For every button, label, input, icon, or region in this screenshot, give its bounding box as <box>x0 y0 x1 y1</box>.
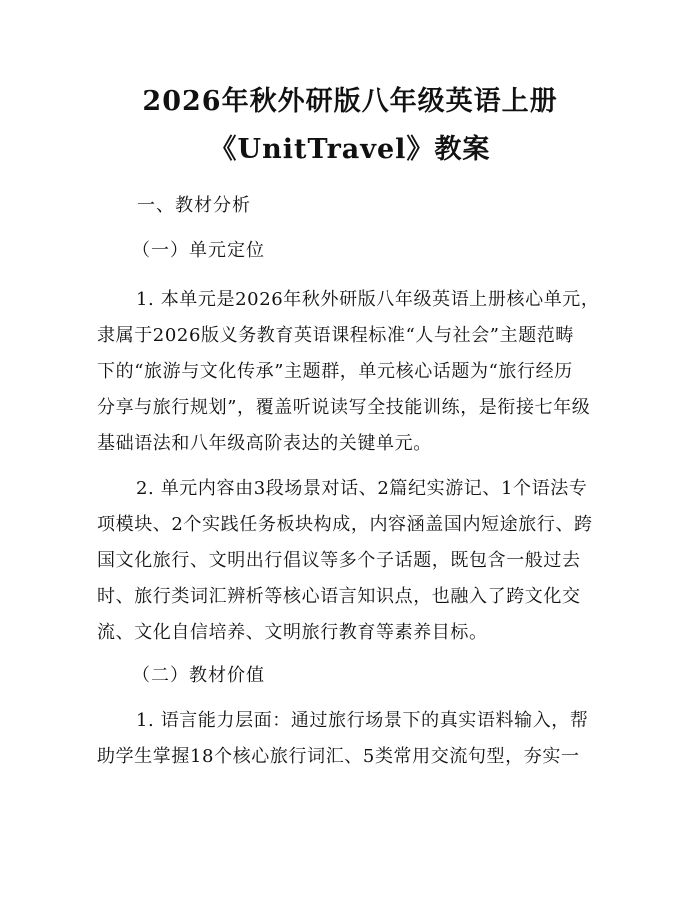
subsection-heading-unit-positioning: （一）单元定位 <box>132 240 265 261</box>
paragraph-line: 隶属于2026版义务教育英语课程标准“人与社会”主题范畴 <box>97 325 575 346</box>
subsection-heading-textbook-value: （二）教材价值 <box>132 665 265 686</box>
paragraph-line: 1. 语言能力层面：通过旅行场景下的真实语料输入，帮 <box>136 710 589 731</box>
document-title-line1: 2026年秋外研版八年级英语上册 <box>142 86 558 117</box>
paragraph-line: 助学生掌握18个核心旅行词汇、5类常用交流句型，夯实一 <box>97 746 580 767</box>
paragraph-line: 基础语法和八年级高阶表达的关键单元。 <box>97 433 432 454</box>
paragraph-line: 1. 本单元是2026年秋外研版八年级英语上册核心单元， <box>136 289 600 310</box>
paragraph-line: 下的“旅游与文化传承”主题群，单元核心话题为“旅行经历 <box>97 361 573 382</box>
paragraph-unit-positioning <box>97 282 607 462</box>
paragraph-language-ability <box>97 703 607 775</box>
paragraph-line: 时、旅行类词汇辨析等核心语言知识点，也融入了跨文化交 <box>97 586 581 607</box>
paragraph-line: 2. 单元内容由3段场景对话、2篇纪实游记、1个语法专 <box>136 478 588 499</box>
paragraph-unit-content <box>97 471 607 651</box>
section-heading-textbook-analysis: 一、教材分析 <box>137 195 251 216</box>
paragraph-line: 分享与旅行规划”，覆盖听说读写全技能训练，是衔接七年级 <box>97 397 591 418</box>
paragraph-line: 国文化旅行、文明出行倡议等多个子话题，既包含一般过去 <box>97 550 581 571</box>
document-title-line2: 《UnitTravel》教案 <box>209 134 491 165</box>
paragraph-line: 项模块、2个实践任务板块构成，内容涵盖国内短途旅行、跨 <box>97 514 593 535</box>
paragraph-line: 流、文化自信培养、文明旅行教育等素养目标。 <box>97 622 488 643</box>
